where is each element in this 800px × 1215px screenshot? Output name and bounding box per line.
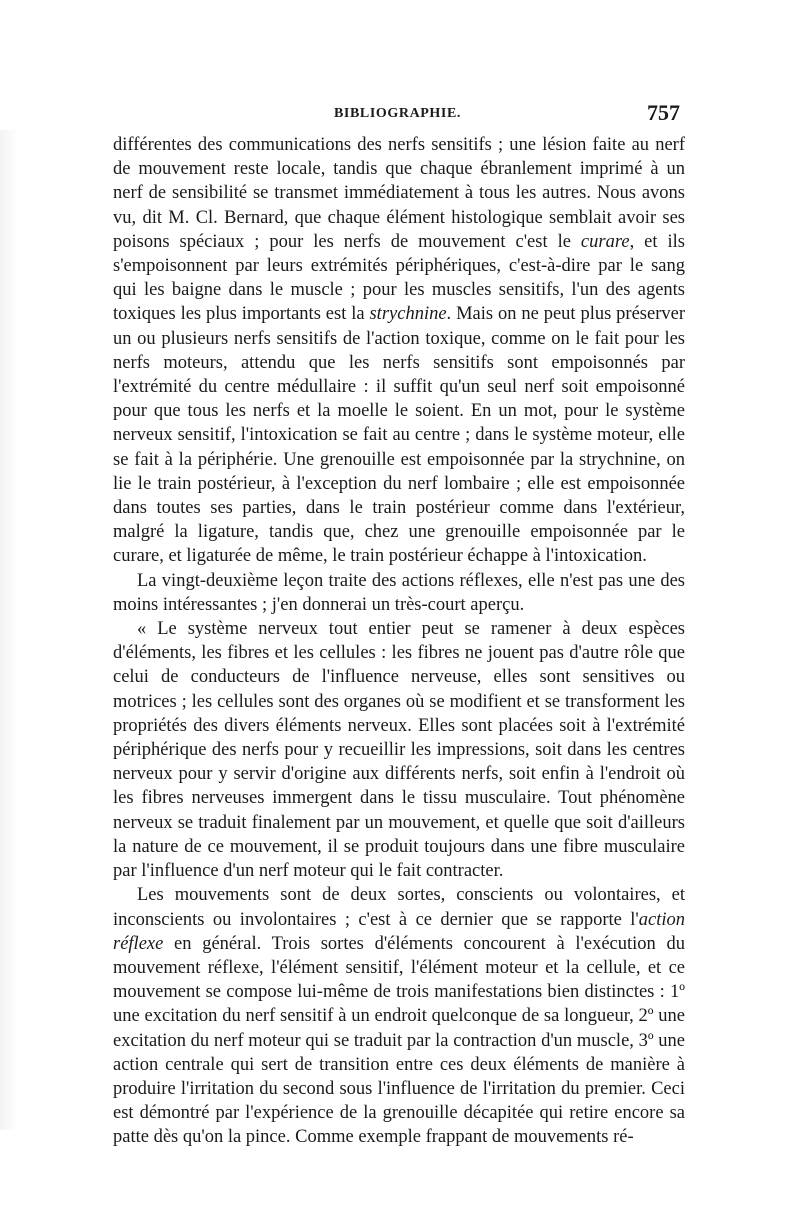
paragraph [113,569,685,617]
paragraph [113,883,685,1149]
text-run: . Mais on ne peut plus préserver un ou plusieurs nerfs sensitifs de l'action toxique, comme on le fait pour les nerfs moteurs, attendu que les nerfs sensitifs sont empoisonnés par l'extrémité du centre médullaire : il suffit qu'un seul nerf soit empoisonné pour que tous les nerfs et la moelle le soient. En un mot, pour le système nerveux sensitif, l'intoxication se fait au centre ; dans le système moteur, elle se fait à la périphérie. Une grenouille est empoisonnée par la strychnine, on lie le train postérieur, à l'exception du nerf lombaire ; elle est empoisonnée dans toutes ses parties, dans le train postérieur comme dans l'extérieur, malgré la ligature, tandis que, chez une grenouille empoisonnée par le curare, et ligaturée de même, le train postérieur échappe à l'intoxication. [113,304,685,567]
text-run: , et ils s'empoisonnent par leurs extrémités périphériques, c'est-à-dire par le sang qui les baigne dans le muscle ; pour les muscles sensitifs, l'un des agents toxiques les plus importants est la [113,231,685,325]
text-run: « Le système nerveux tout entier peut se ramener à deux espèces d'éléments, les fibres et les cellules : les fibres ne jouent pas d'autre rôle que celui de conducteurs de l'influence nerveuse, elles sont sensitives ou motrices ; les cellules sont des organes où se modifient et se transforment les propriétés des divers éléments nerveux. Elles sont placées soit à l'extrémité périphérique des nerfs pour y recueillir les impressions, soit dans les centres nerveux pour y servir d'origine aux différents nerfs, soit enfin à l'endroit où les fibres nerveuses immergent dans le tissu musculaire. Tout phénomène nerveux se traduit finalement par un mouvement, et quelle que soit d'ailleurs la nature de ce mouvement, il se produit toujours dans une fibre musculaire par l'influence d'un nerf moteur qui le fait contracter. [113,619,685,882]
text-run: Les mouvements sont de deux sortes, conscients ou volontaires, et inconscients ou involontaires ; c'est à ce dernier que se rapporte l' [113,885,685,930]
paragraph [113,617,685,883]
italic-term: action réflexe [113,909,685,954]
page-number: 757 [647,100,680,125]
italic-term: strychnine [369,304,447,325]
page-edge-shadow [0,130,18,1130]
paragraph [113,133,685,569]
text-run: différentes des communications des nerfs sensitifs ; une lésion faite au nerf de mouvement reste locale, tandis que chaque ébranlement imprimé à un nerf de sensibilité se transmet immédiatement à tous les autres. Nous avons vu, dit M. Cl. Bernard, que chaque élément histologique semblait avoir ses poisons spéciaux ; pour les nerfs de mouvement c'est le [113,135,685,252]
running-head-title: BIBLIOGRAPHIE. [333,106,462,121]
body-text [113,133,685,1150]
running-head [115,96,680,130]
text-run: La vingt-deuxième leçon traite des actions réflexes, elle n'est pas une des moins intéressantes ; j'en donnerai un très-court aperçu. [113,570,685,615]
text-run: en général. Trois sortes d'éléments concourent à l'exécution du mouvement réflexe, l'élément sensitif, l'élément moteur et la cellule, et ce mouvement se compose lui-même de trois manifestations bien distinctes : 1º une excitation du nerf sensitif à un endroit quelconque de sa longueur, 2º une excitation du nerf moteur qui se traduit par la contraction d'un muscle, 3º une action centrale qui sert de transition entre ces deux éléments de manière à produire l'irritation du second sous l'influence de l'irritation du premier. Ceci est démontré par l'expérience de la grenouille décapitée qui retire encore sa patte dès qu'on la pince. Comme exemple frappant de mouvements ré- [113,933,685,1148]
italic-term: curare [580,231,630,252]
